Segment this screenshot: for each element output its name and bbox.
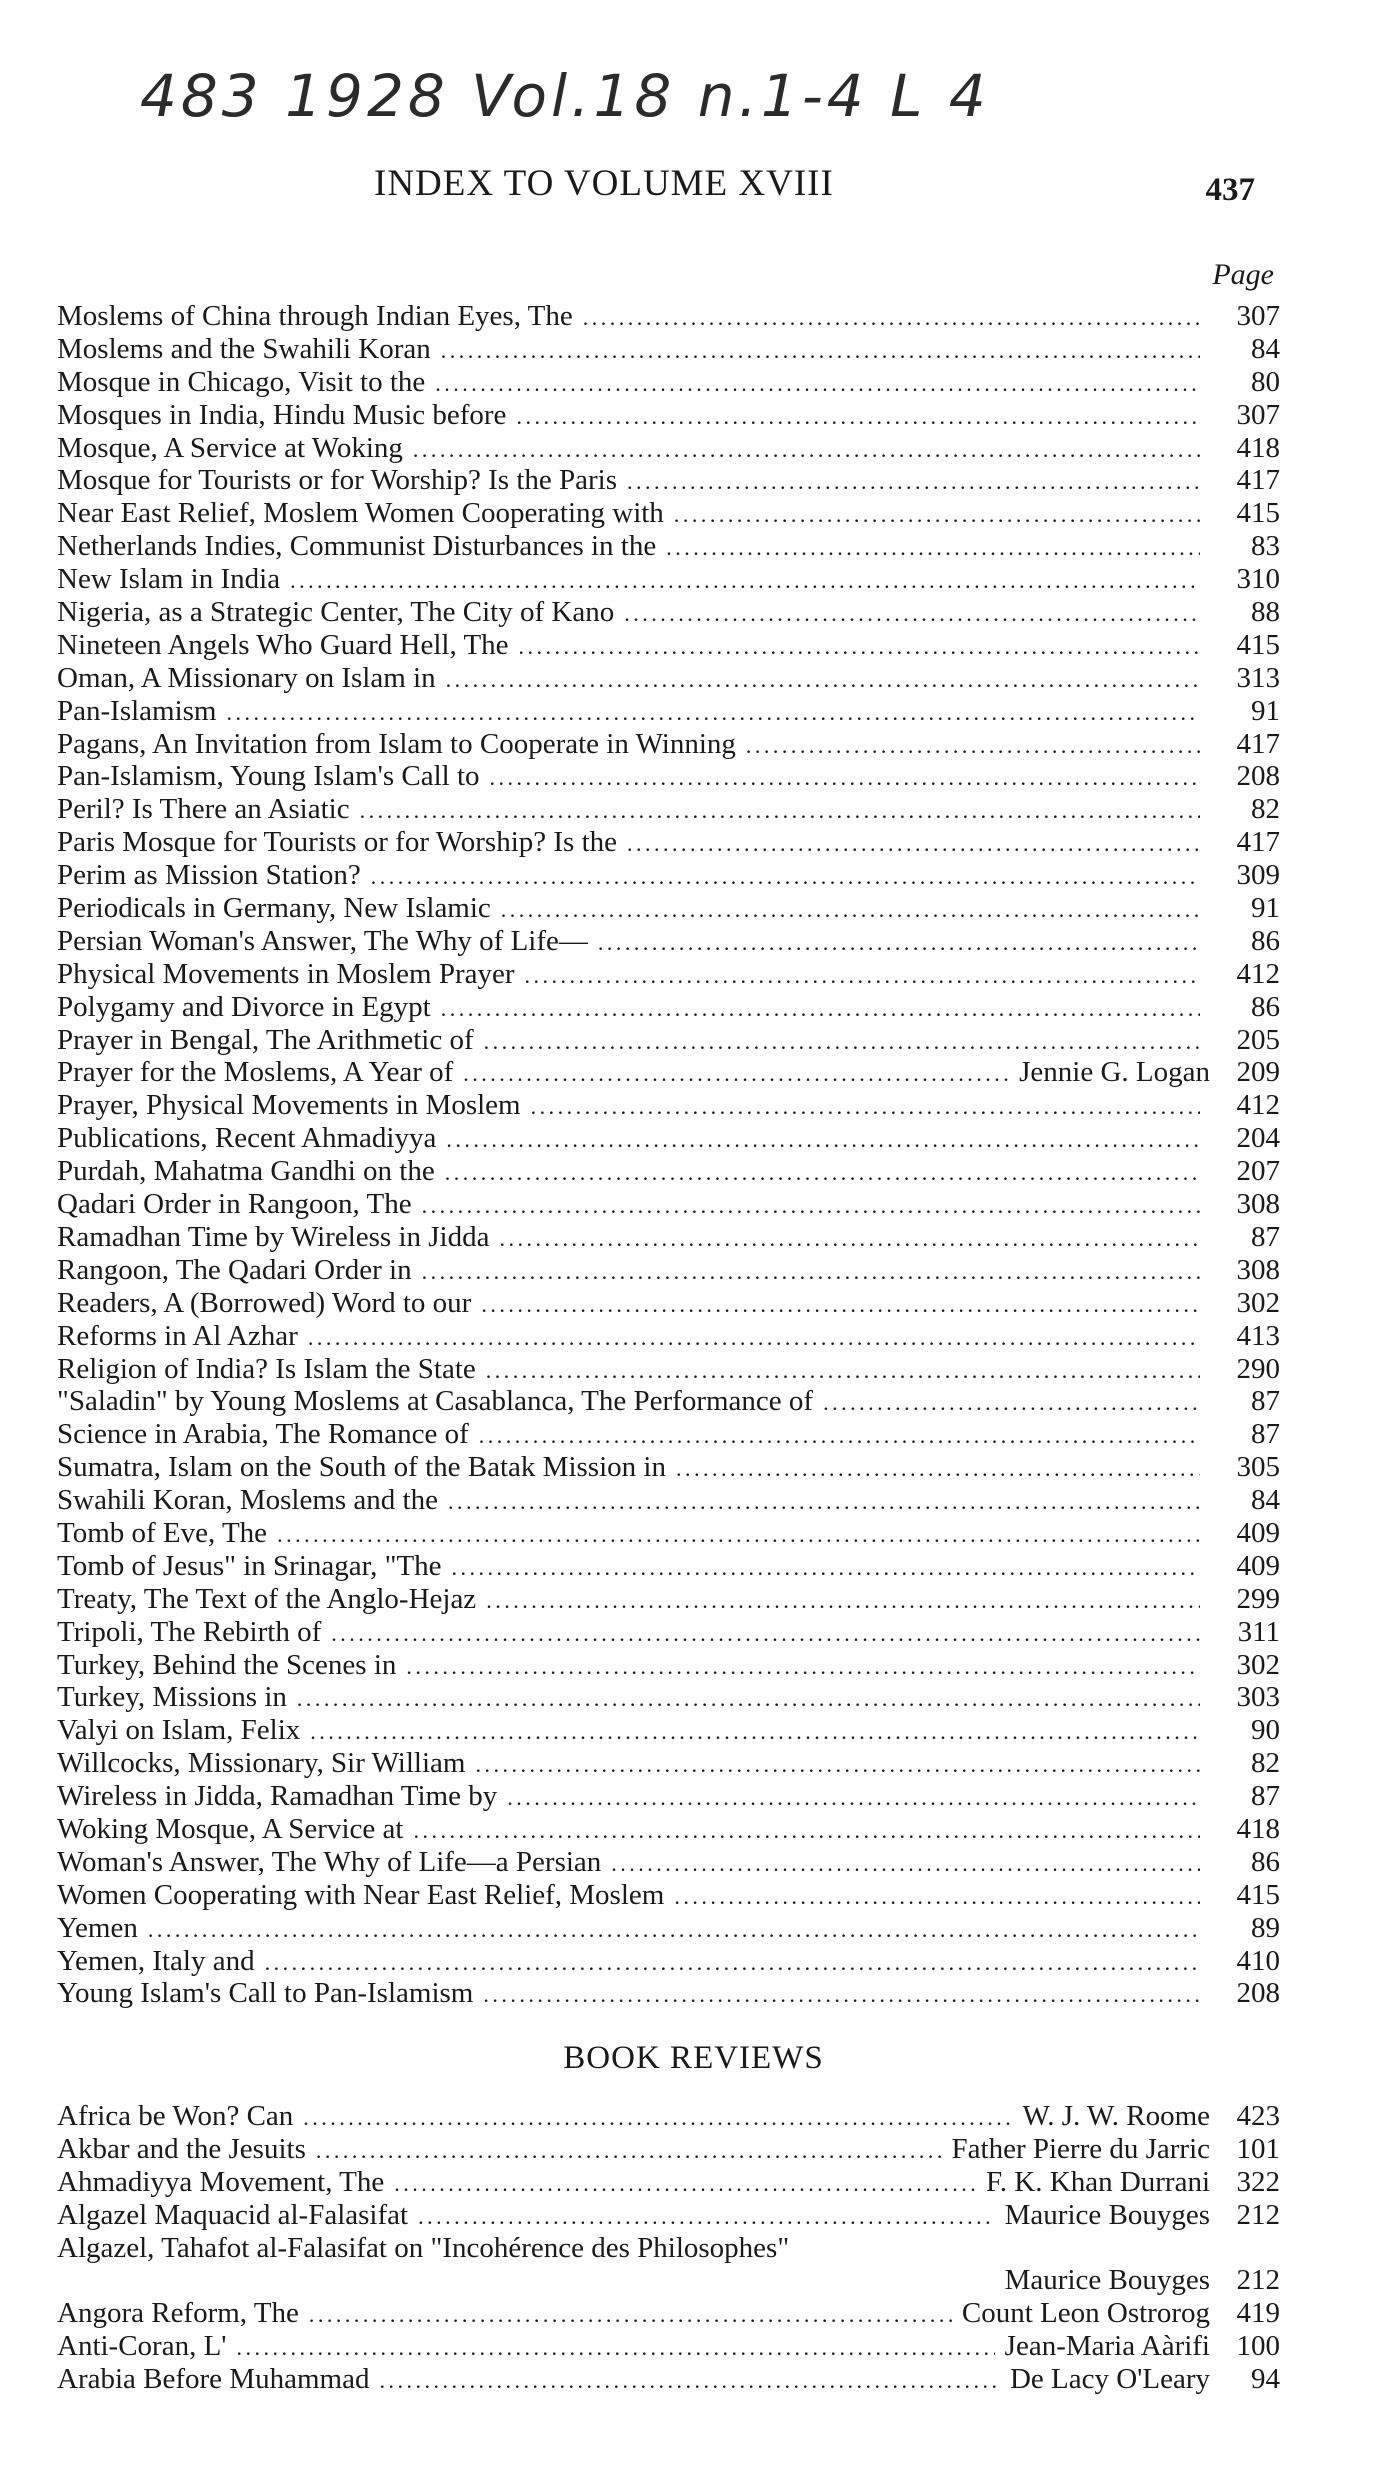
entry-topic: Prayer for the Moslems, A Year of xyxy=(57,1056,454,1089)
index-entry xyxy=(57,563,1280,596)
index-entry xyxy=(57,1122,1280,1155)
entry-page-number: 311 xyxy=(1237,1615,1280,1648)
index-entry xyxy=(57,859,1280,892)
entry-page-number: 205 xyxy=(1236,1023,1280,1056)
entry-topic: Polygamy and Divorce in Egypt xyxy=(57,990,431,1023)
entry-topic: Valyi on Islam, Felix xyxy=(57,1714,301,1747)
entry-page-number: 303 xyxy=(1236,1681,1280,1714)
entry-topic: Prayer, Physical Movements in Moslem xyxy=(57,1089,521,1122)
entry-author: W. J. W. Roome xyxy=(1022,2100,1210,2132)
dot-leader xyxy=(290,563,1200,596)
entry-topic: Perim as Mission Station? xyxy=(57,859,361,892)
entry-topic: Mosque for Tourists or for Worship? Is the Paris xyxy=(57,464,618,497)
entry-page-number: 83 xyxy=(1251,530,1280,563)
dot-leader xyxy=(507,1780,1200,1813)
index-entry xyxy=(57,1616,1280,1649)
dot-leader xyxy=(448,1484,1200,1517)
entry-topic: Anti-Coran, L' xyxy=(57,2330,227,2363)
index-entry xyxy=(57,1024,1280,1057)
entry-topic: Arabia Before Muhammad xyxy=(57,2363,370,2396)
entry-author: F. K. Khan Durrani xyxy=(986,2165,1210,2198)
entry-author: Jean-Maria Aàrifi xyxy=(1004,2330,1210,2363)
entry-page-number: 302 xyxy=(1236,1648,1280,1681)
handwritten-catalog-note: 483 1928 Vol.18 n.1-4 L 4 xyxy=(140,62,990,130)
index-entry xyxy=(57,760,1280,793)
dot-leader xyxy=(297,1681,1200,1714)
dot-leader xyxy=(148,1912,1200,1945)
entry-page-number: 415 xyxy=(1236,497,1280,530)
index-entry xyxy=(57,1188,1280,1221)
entry-page-number: 101 xyxy=(1236,2132,1280,2165)
entry-page-number: 88 xyxy=(1251,596,1280,629)
index-entry xyxy=(57,925,1280,958)
entry-page-number: 305 xyxy=(1236,1451,1280,1484)
dot-leader xyxy=(310,1714,1200,1747)
entry-author: Father Pierre du Jarric xyxy=(951,2132,1210,2165)
dot-leader xyxy=(445,1155,1200,1188)
index-entry xyxy=(57,300,1280,333)
entry-topic: Nineteen Angels Who Guard Hell, The xyxy=(57,628,509,661)
dot-leader xyxy=(483,1977,1200,2010)
dot-leader xyxy=(446,1122,1200,1155)
dot-leader xyxy=(516,399,1200,432)
index-entry xyxy=(57,1846,1280,1879)
entry-page-number: 87 xyxy=(1251,1780,1280,1813)
book-reviews-heading: BOOK REVIEWS xyxy=(563,2040,824,2076)
dot-leader xyxy=(746,728,1200,761)
index-entry xyxy=(57,366,1280,399)
index-entry xyxy=(57,1912,1280,1945)
entry-topic: Turkey, Missions in xyxy=(57,1681,287,1714)
entry-page-number: 309 xyxy=(1236,859,1280,892)
index-entry xyxy=(57,1451,1280,1484)
entry-page-number: 86 xyxy=(1251,990,1280,1023)
entry-page-number: 415 xyxy=(1236,628,1280,661)
index-entry xyxy=(57,1977,1280,2010)
entry-topic: Science in Arabia, The Romance of xyxy=(57,1418,469,1451)
review-entry xyxy=(57,2133,1280,2166)
entry-topic: Ahmadiyya Movement, The xyxy=(57,2165,385,2198)
entry-topic: Mosques in India, Hindu Music before xyxy=(57,398,507,431)
entry-topic: Yemen, Italy and xyxy=(57,1944,255,1977)
review-entry xyxy=(57,2363,1280,2396)
book-reviews-list xyxy=(57,2100,1280,2396)
entry-topic: Nigeria, as a Strategic Center, The City of Kano xyxy=(57,596,615,629)
entry-topic: Purdah, Mahatma Gandhi on the xyxy=(57,1155,435,1188)
dot-leader xyxy=(486,1353,1200,1386)
review-entry xyxy=(57,2199,1280,2232)
entry-page-number: 307 xyxy=(1236,300,1280,332)
dot-leader xyxy=(484,1024,1200,1057)
index-entry xyxy=(57,1813,1280,1846)
index-entry xyxy=(57,1879,1280,1912)
dot-leader xyxy=(308,1320,1200,1353)
review-entry xyxy=(57,2100,1280,2133)
index-entry xyxy=(57,1385,1280,1418)
entry-page-number: 87 xyxy=(1251,1220,1280,1253)
index-entry xyxy=(57,596,1280,629)
entry-page-number: 82 xyxy=(1251,1747,1280,1780)
dot-leader xyxy=(277,1517,1200,1550)
index-entry xyxy=(57,1681,1280,1714)
index-entry xyxy=(57,1056,1280,1089)
entry-topic: Willcocks, Missionary, Sir William xyxy=(57,1747,466,1780)
index-entry xyxy=(57,1155,1280,1188)
entry-topic: Moslems of China through Indian Eyes, The xyxy=(57,300,573,332)
dot-leader xyxy=(676,1451,1200,1484)
index-entry xyxy=(57,793,1280,826)
entry-page-number: 84 xyxy=(1251,332,1280,365)
entry-page-number: 417 xyxy=(1236,826,1280,859)
entry-topic: New Islam in India xyxy=(57,563,281,596)
index-entry xyxy=(57,497,1280,530)
dot-leader xyxy=(486,1583,1200,1616)
entry-page-number: 94 xyxy=(1251,2363,1280,2396)
entry-page-number: 418 xyxy=(1236,1812,1280,1845)
entry-topic: Religion of India? Is Islam the State xyxy=(57,1352,476,1385)
entry-page-number: 308 xyxy=(1236,1253,1280,1286)
entry-page-number: 322 xyxy=(1236,2165,1280,2198)
entry-page-number: 299 xyxy=(1236,1582,1280,1615)
index-entry xyxy=(57,399,1280,432)
index-entry xyxy=(57,1550,1280,1583)
entry-topic: Mosque, A Service at Woking xyxy=(57,431,403,464)
entry-topic: Pan-Islamism, Young Islam's Call to xyxy=(57,760,480,793)
page-number: 437 xyxy=(1205,172,1255,208)
entry-topic: Peril? Is There an Asiatic xyxy=(57,793,350,826)
review-entry xyxy=(57,2330,1280,2363)
dot-leader xyxy=(371,859,1200,892)
entry-page-number: 409 xyxy=(1236,1549,1280,1582)
entry-topic: Akbar and the Jesuits xyxy=(57,2132,306,2165)
entry-page-number: 412 xyxy=(1236,957,1280,990)
entry-page-number: 208 xyxy=(1236,1977,1280,2010)
dot-leader xyxy=(452,1550,1200,1583)
index-entry xyxy=(57,1418,1280,1451)
entry-page-number: 302 xyxy=(1236,1286,1280,1319)
dot-leader xyxy=(303,2100,1012,2133)
entry-topic: Sumatra, Islam on the South of the Batak Mission in xyxy=(57,1451,666,1484)
entry-topic: Young Islam's Call to Pan-Islamism xyxy=(57,1977,474,2010)
index-entry xyxy=(57,991,1280,1024)
dot-leader xyxy=(331,1616,1200,1649)
entry-topic: Persian Woman's Answer, The Why of Life— xyxy=(57,924,588,957)
entry-topic: Prayer in Bengal, The Arithmetic of xyxy=(57,1023,474,1056)
entry-topic: Oman, A Missionary on Islam in xyxy=(57,661,436,694)
dot-leader xyxy=(422,1254,1200,1287)
index-entry xyxy=(57,1945,1280,1978)
entry-topic: Tomb of Eve, The xyxy=(57,1516,268,1549)
dot-leader xyxy=(501,892,1200,925)
entry-topic: Rangoon, The Qadari Order in xyxy=(57,1253,412,1286)
dot-leader xyxy=(627,826,1200,859)
entry-topic: Physical Movements in Moslem Prayer xyxy=(57,957,515,990)
review-entry xyxy=(57,2232,1280,2265)
entry-page-number: 307 xyxy=(1236,398,1280,431)
dot-leader xyxy=(479,1418,1200,1451)
index-list xyxy=(57,300,1280,2010)
entry-topic: Yemen xyxy=(57,1911,138,1944)
index-entry xyxy=(57,1714,1280,1747)
entry-topic: Woking Mosque, A Service at xyxy=(57,1812,404,1845)
entry-page-number: 87 xyxy=(1251,1385,1280,1418)
dot-leader xyxy=(463,1056,1009,1089)
dot-leader xyxy=(627,464,1200,497)
entry-topic: Women Cooperating with Near East Relief, Moslem xyxy=(57,1878,665,1911)
entry-page-number: 415 xyxy=(1236,1878,1280,1911)
dot-leader xyxy=(823,1385,1200,1418)
entry-topic: Qadari Order in Rangoon, The xyxy=(57,1188,412,1221)
index-entry xyxy=(57,1583,1280,1616)
index-entry xyxy=(57,464,1280,497)
entry-topic: Periodicals in Germany, New Islamic xyxy=(57,892,491,925)
entry-page-number: 419 xyxy=(1236,2297,1280,2330)
index-entry xyxy=(57,728,1280,761)
entry-page-number: 290 xyxy=(1236,1352,1280,1385)
entry-page-number: 412 xyxy=(1236,1089,1280,1122)
dot-leader xyxy=(624,596,1200,629)
index-entry xyxy=(57,1353,1280,1386)
entry-page-number: 86 xyxy=(1251,924,1280,957)
entry-page-number: 413 xyxy=(1236,1319,1280,1352)
entry-topic: Algazel Maquacid al-Falasifat xyxy=(57,2198,409,2231)
entry-page-number: 208 xyxy=(1236,760,1280,793)
dot-leader xyxy=(666,530,1200,563)
index-entry xyxy=(57,1320,1280,1353)
entry-page-number: 91 xyxy=(1251,694,1280,727)
dot-leader xyxy=(531,1089,1200,1122)
index-entry xyxy=(57,892,1280,925)
dot-leader xyxy=(379,2363,999,2396)
entry-page-number: 409 xyxy=(1236,1516,1280,1549)
entry-topic: Moslems and the Swahili Koran xyxy=(57,332,431,365)
entry-page-number: 207 xyxy=(1236,1155,1280,1188)
entry-topic: Turkey, Behind the Scenes in xyxy=(57,1648,397,1681)
dot-leader xyxy=(413,432,1200,465)
index-entry xyxy=(57,958,1280,991)
entry-page-number: 80 xyxy=(1251,365,1280,398)
entry-page-number: 418 xyxy=(1236,431,1280,464)
entry-page-number: 87 xyxy=(1251,1418,1280,1451)
entry-author: Count Leon Ostrorog xyxy=(961,2297,1210,2330)
entry-page-number: 209 xyxy=(1236,1056,1280,1089)
index-entry xyxy=(57,1254,1280,1287)
entry-topic: Africa be Won? Can xyxy=(57,2100,294,2132)
dot-leader xyxy=(237,2330,995,2363)
entry-page-number: 91 xyxy=(1251,892,1280,925)
entry-page-number: 308 xyxy=(1236,1188,1280,1221)
entry-topic: Mosque in Chicago, Visit to the xyxy=(57,365,426,398)
review-entry xyxy=(57,2264,1280,2297)
index-entry xyxy=(57,826,1280,859)
index-entry xyxy=(57,1649,1280,1682)
entry-page-number: 410 xyxy=(1236,1944,1280,1977)
dot-leader xyxy=(413,1813,1200,1846)
dot-leader xyxy=(422,1188,1200,1221)
dot-leader xyxy=(435,366,1200,399)
index-entry xyxy=(57,629,1280,662)
dot-leader xyxy=(481,1287,1200,1320)
entry-topic: Angora Reform, The xyxy=(57,2297,299,2330)
review-entry xyxy=(57,2166,1280,2199)
dot-leader xyxy=(441,333,1200,366)
entry-page-number: 89 xyxy=(1251,1911,1280,1944)
dot-leader xyxy=(441,991,1200,1024)
index-entry xyxy=(57,662,1280,695)
dot-leader xyxy=(583,300,1200,333)
index-entry xyxy=(57,432,1280,465)
index-entry xyxy=(57,695,1280,728)
index-entry xyxy=(57,1221,1280,1254)
dot-leader xyxy=(499,1221,1200,1254)
entry-topic: Tripoli, The Rebirth of xyxy=(57,1615,322,1648)
entry-topic: Treaty, The Text of the Anglo-Hejaz xyxy=(57,1582,477,1615)
entry-page-number: 82 xyxy=(1251,793,1280,826)
dot-leader xyxy=(309,2297,952,2330)
review-entry xyxy=(57,2297,1280,2330)
entry-topic: Algazel, Tahafot al-Falasifat on "Incohérence des Philosophes" xyxy=(57,2231,790,2264)
entry-page-number: 417 xyxy=(1236,464,1280,497)
entry-page-number: 84 xyxy=(1251,1484,1280,1517)
index-entry xyxy=(57,1484,1280,1517)
entry-author: De Lacy O'Leary xyxy=(1009,2363,1210,2396)
entry-topic: Near East Relief, Moslem Women Cooperating with xyxy=(57,497,664,530)
entry-topic: Woman's Answer, The Why of Life—a Persian xyxy=(57,1845,602,1878)
dot-leader xyxy=(227,695,1201,728)
entry-topic: Paris Mosque for Tourists or for Worship? Is the xyxy=(57,826,618,859)
index-entry xyxy=(57,1089,1280,1122)
dot-leader xyxy=(394,2166,976,2199)
index-entry xyxy=(57,530,1280,563)
entry-topic: Pan-Islamism xyxy=(57,694,217,727)
dot-leader xyxy=(519,629,1200,662)
entry-topic: Wireless in Jidda, Ramadhan Time by xyxy=(57,1780,498,1813)
entry-author: Maurice Bouyges xyxy=(1004,2264,1210,2297)
entry-topic: Ramadhan Time by Wireless in Jidda xyxy=(57,1220,490,1253)
entry-topic: Publications, Recent Ahmadiyya xyxy=(57,1122,437,1155)
dot-leader xyxy=(406,1649,1200,1682)
entry-author: Maurice Bouyges xyxy=(1004,2198,1210,2231)
dot-leader xyxy=(525,958,1200,991)
entry-topic: Tomb of Jesus" in Srinagar, "The xyxy=(57,1549,442,1582)
dot-leader xyxy=(475,1747,1200,1780)
entry-topic: Netherlands Indies, Communist Disturbances in the xyxy=(57,530,657,563)
page-column-label: Page xyxy=(1212,258,1274,291)
entry-page-number: 423 xyxy=(1236,2100,1280,2132)
index-entry xyxy=(57,1517,1280,1550)
entry-topic: Swahili Koran, Moslems and the xyxy=(57,1484,438,1517)
entry-page-number: 310 xyxy=(1236,563,1280,596)
entry-page-number: 204 xyxy=(1236,1122,1280,1155)
entry-page-number: 212 xyxy=(1236,2264,1280,2297)
entry-page-number: 212 xyxy=(1236,2198,1280,2231)
index-entry xyxy=(57,1747,1280,1780)
dot-leader xyxy=(360,793,1200,826)
dot-leader xyxy=(611,1846,1200,1879)
index-entry xyxy=(57,333,1280,366)
index-entry xyxy=(57,1780,1280,1813)
entry-topic: Readers, A (Borrowed) Word to our xyxy=(57,1286,472,1319)
entry-page-number: 90 xyxy=(1251,1714,1280,1747)
running-head: INDEX TO VOLUME XVIII xyxy=(374,163,834,204)
dot-leader xyxy=(418,2199,995,2232)
entry-topic: "Saladin" by Young Moslems at Casablanca, The Performance of xyxy=(57,1385,814,1418)
entry-page-number: 313 xyxy=(1236,661,1280,694)
entry-page-number: 417 xyxy=(1236,727,1280,760)
dot-leader xyxy=(598,925,1200,958)
entry-page-number: 86 xyxy=(1251,1845,1280,1878)
entry-page-number: 100 xyxy=(1236,2330,1280,2363)
index-entry xyxy=(57,1287,1280,1320)
entry-author: Jennie G. Logan xyxy=(1019,1056,1210,1089)
entry-topic: Pagans, An Invitation from Islam to Cooperate in Winning xyxy=(57,727,736,760)
dot-leader xyxy=(265,1945,1200,1978)
dot-leader xyxy=(316,2133,942,2166)
dot-leader xyxy=(446,662,1200,695)
entry-topic: Reforms in Al Azhar xyxy=(57,1319,298,1352)
dot-leader xyxy=(674,1879,1200,1912)
dot-leader xyxy=(490,760,1200,793)
dot-leader xyxy=(674,497,1200,530)
